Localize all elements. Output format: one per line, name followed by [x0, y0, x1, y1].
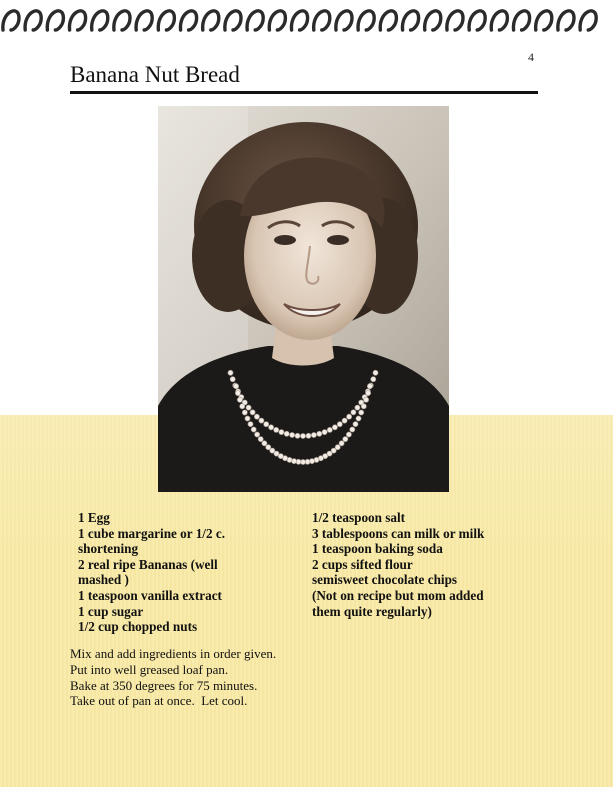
binding-coil	[380, 11, 396, 30]
binding-coil	[513, 11, 529, 30]
ingredient-item: (Not on recipe but mom added	[312, 587, 484, 603]
ingredient-item: shortening	[78, 541, 139, 557]
ingredient-item: 1/2 cup chopped nuts	[78, 619, 198, 635]
binding-coil	[314, 11, 330, 30]
binding-coil	[402, 11, 418, 30]
direction-line: Put into well greased loaf pan.	[70, 661, 229, 677]
recipe-title: Banana Nut Bread	[70, 62, 240, 87]
binding-coil	[3, 11, 19, 30]
binding-coil	[203, 11, 219, 30]
ingredient-item: 1 teaspoon vanilla extract	[78, 587, 222, 603]
binding-coil	[25, 11, 41, 30]
binding-coil	[536, 11, 552, 30]
binding-coil	[336, 11, 352, 30]
portrait-photo	[158, 106, 449, 492]
binding-coil	[92, 11, 108, 30]
ingredient-item: mashed )	[78, 572, 129, 588]
binding-coil	[447, 11, 463, 30]
ingredient-item: 2 cups sifted flour	[312, 556, 413, 572]
ingredient-item: 2 real ripe Bananas (well	[78, 556, 218, 572]
binding-coil	[47, 11, 63, 30]
binding-coil	[247, 11, 263, 30]
binding-coil	[114, 11, 130, 30]
ingredient-item: semisweet chocolate chips	[312, 572, 458, 588]
binding-coil	[358, 11, 374, 30]
binding-coil	[136, 11, 152, 30]
ingredient-item: them quite regularly)	[312, 603, 432, 619]
binding-coil	[180, 11, 196, 30]
spiral-binding	[0, 0, 613, 44]
page-number: 4	[528, 50, 534, 64]
binding-coil	[491, 11, 507, 30]
binding-coil	[158, 11, 174, 30]
ingredient-item: 1 Egg	[78, 510, 110, 525]
direction-line: Bake at 350 degrees for 75 minutes.	[70, 677, 258, 693]
ingredient-item: 1 cube margarine or 1/2 c.	[78, 525, 225, 541]
ingredient-item: 3 tablespoons can milk or milk	[312, 525, 485, 541]
ingredient-item: 1/2 teaspoon salt	[312, 510, 406, 525]
binding-coil	[225, 11, 241, 30]
binding-coil	[291, 11, 307, 30]
ingredient-item: 1 teaspoon baking soda	[312, 541, 443, 557]
binding-coil	[69, 11, 85, 30]
directions	[70, 646, 276, 709]
binding-coil	[558, 11, 574, 30]
binding-coil	[425, 11, 441, 30]
ingredients-list-left	[78, 510, 288, 635]
binding-coil	[580, 11, 596, 30]
binding-coil	[269, 11, 285, 30]
ingredient-item: 1 cup sugar	[78, 603, 144, 619]
direction-line: Take out of pan at once. Let cool.	[70, 693, 248, 709]
direction-line: Mix and add ingredients in order given.	[70, 646, 277, 661]
binding-coil	[469, 11, 485, 30]
ingredients-list-right	[312, 510, 542, 619]
title-underline	[70, 91, 538, 94]
